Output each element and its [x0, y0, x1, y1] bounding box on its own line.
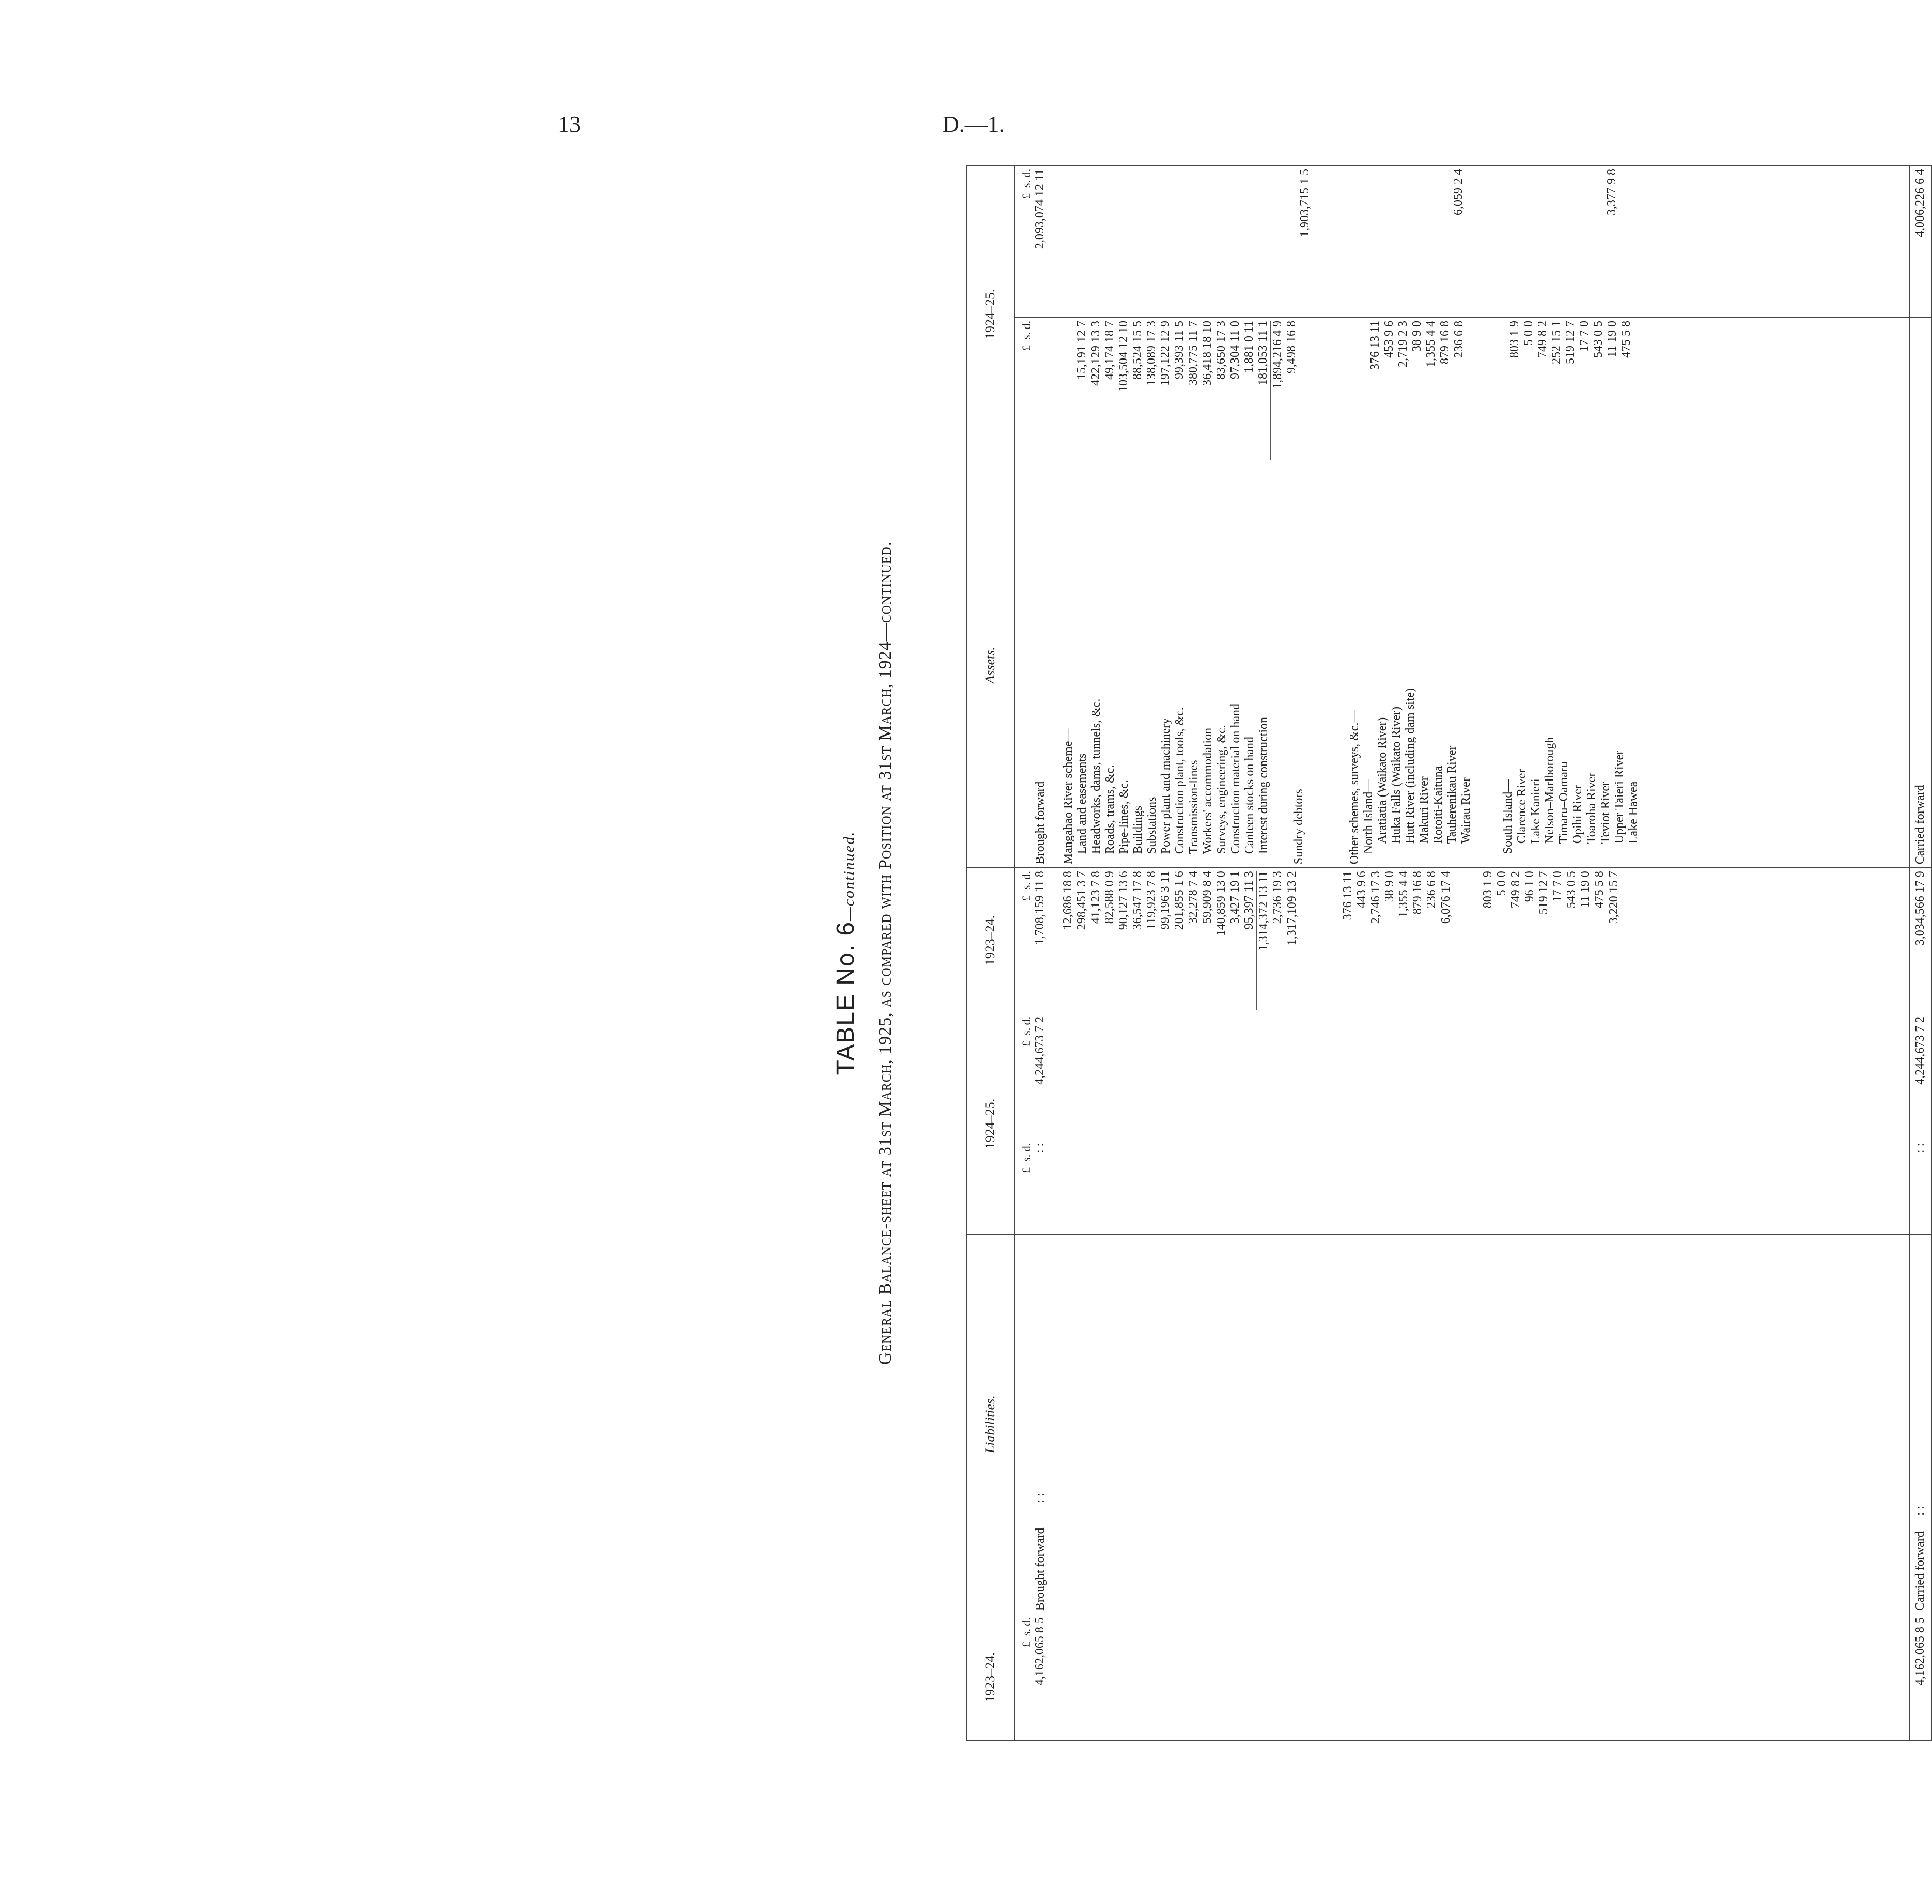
- liab-cf-label: Carried forward : :: [1909, 1235, 1931, 1614]
- liab-1925-sub-units: £ s. d.: [1020, 1143, 1033, 1173]
- south-island-heading: South Island—: [1501, 779, 1515, 854]
- mangahao-item-label: Headworks, dams, tunnels, &c.: [1089, 698, 1103, 854]
- north-item-1925: 453 9 6: [1382, 320, 1396, 358]
- mangahao-item-1924: 95,397 11 3: [1242, 871, 1256, 930]
- north-item-label: Rotoiti-Kaituna: [1431, 766, 1445, 844]
- asset-cf-1925: 4,006,226 6 4: [1909, 166, 1931, 318]
- south-item-label: Opihi River: [1571, 785, 1585, 844]
- liab-1924-units: £ s. d.: [1020, 1617, 1033, 1648]
- liab-col-1923: 1923–24.: [967, 1614, 1015, 1741]
- north-island-heading: North Island—: [1362, 779, 1376, 854]
- mangahao-item-1924: 41,123 7 8: [1089, 871, 1103, 924]
- north-item-label: Makuri River: [1417, 776, 1431, 844]
- mangahao-heading: Mangahao River scheme—: [1062, 728, 1076, 865]
- south-item-1925: 17 7 0: [1578, 320, 1592, 352]
- asset-col-desc: Assets.: [967, 463, 1015, 868]
- table-subtitle: General Balance-sheet at 31st March, 1925, as compared with Position at 31st March, 1924—continued.: [876, 541, 895, 1365]
- mangahao-item-1924: 3,427 19 1: [1228, 871, 1242, 924]
- south-item-1924: 519 12 7: [1537, 871, 1551, 915]
- mangahao-item-label: Construction plant, tools, &c.: [1173, 707, 1187, 854]
- south-item-label: Lake Kanieri: [1529, 778, 1543, 844]
- liab-col-1925: 1924–25.: [967, 1013, 1015, 1235]
- asset-col-1923: 1923–24.: [967, 868, 1015, 1013]
- mangahao-item-label: Canteen stocks on hand: [1243, 736, 1257, 854]
- mangahao-item-1924: 201,855 1 6: [1173, 871, 1187, 930]
- north-item-1925: 236 6 8: [1452, 320, 1466, 358]
- subtotal-1924: 1,317,109 13 2: [1285, 871, 1299, 1010]
- header-row: [967, 166, 1015, 1741]
- document-reference: D.—1.: [943, 112, 1005, 137]
- north-item-1924: 2,746 17 3: [1369, 871, 1383, 924]
- north-item-1925: 38 9 0: [1410, 320, 1424, 352]
- mangahao-item-1924: 90,127 13 6: [1117, 871, 1131, 930]
- mangahao-item-label: Land and easements: [1076, 753, 1089, 854]
- asset-cf-1924: 3,034,566 17 9: [1909, 868, 1931, 1013]
- mangahao-item-1925: 88,524 15 5: [1131, 320, 1145, 380]
- balance-sheet-table: [832, 165, 1932, 1741]
- south-1924-list: [1481, 871, 1607, 1010]
- liab-1925-sub-dots: : :: [1033, 1143, 1047, 1153]
- south-item-1925: 543 0 5: [1592, 320, 1606, 358]
- north-item-label: Wairau River: [1459, 777, 1473, 844]
- sundry-debtors-label: Sundry debtors: [1292, 789, 1306, 865]
- south-item-1925: 252 15 1: [1550, 320, 1564, 364]
- mangahao-label-list: [1076, 466, 1271, 865]
- mangahao-item-label: Surveys, engineering, &c.: [1215, 725, 1229, 854]
- mangahao-item-label: Workers' accommodation: [1201, 727, 1215, 854]
- south-item-1924: 749 8 2: [1509, 871, 1523, 909]
- north-item-label: Tauherenikau River: [1445, 745, 1459, 844]
- sundry-debtors-1924: 2,736 19 3: [1271, 871, 1285, 924]
- asset-desc-cell: [1015, 463, 1910, 868]
- mangahao-item-label: Substations: [1145, 797, 1159, 854]
- north-label-list: [1376, 466, 1473, 865]
- mangahao-item-1924: 12,686 18 8: [1061, 871, 1075, 930]
- ledger-table: [966, 165, 1932, 1741]
- north-item-1924: 38 9 0: [1383, 871, 1397, 902]
- south-item-1924: 5 0 0: [1495, 871, 1509, 896]
- liab-cf-sub: : :: [1909, 1140, 1931, 1235]
- sundry-debtors-1925: 9,498 16 8: [1285, 320, 1299, 373]
- south-item-label: Lake Hawea: [1627, 781, 1641, 844]
- liab-bf-label: Brought forward : :: [1034, 1493, 1048, 1611]
- mangahao-item-1925: 1,881 0 11: [1242, 320, 1256, 373]
- north-total-1925: 6,059 2 4: [1452, 169, 1466, 215]
- liab-1925-cell: [1015, 1013, 1910, 1140]
- table-title: TABLE No. 6—continued.: [832, 831, 860, 1075]
- south-item-1924: 17 7 0: [1551, 871, 1565, 902]
- north-item-1925: 2,719 2 3: [1396, 320, 1410, 367]
- liab-bf-1924: 4,162,065 8 5: [1033, 1617, 1047, 1686]
- liab-cf-1925: 4,244,673 7 2: [1909, 1013, 1931, 1140]
- mangahao-item-1925: 103,504 12 10: [1117, 320, 1131, 392]
- mangahao-total-1924: 1,314,372 13 11: [1256, 871, 1271, 1010]
- asset-1925-sub-cell: [1015, 317, 1910, 463]
- asset-1924-units: £ s. d.: [1020, 871, 1033, 901]
- mangahao-item-1925: 380,775 11 7: [1187, 320, 1201, 386]
- mangahao-item-1925: 181,053 11 1: [1256, 320, 1270, 386]
- liab-col-desc: Liabilities.: [967, 1235, 1015, 1614]
- mangahao-item-1925: 49,174 18 7: [1103, 320, 1117, 380]
- mangahao-item-label: Transmission-lines: [1187, 760, 1201, 854]
- asset-cf-sub: [1909, 317, 1931, 463]
- mangahao-item-1925: 138,089 17 3: [1145, 320, 1159, 386]
- south-total-1925: 3,377 9 8: [1605, 169, 1619, 215]
- south-item-1925: 11 19 0: [1606, 320, 1619, 358]
- north-item-1925: 879 16 8: [1438, 320, 1452, 364]
- liab-1925-units: £ s. d.: [1020, 1016, 1033, 1047]
- north-item-1924: 879 16 8: [1411, 871, 1425, 915]
- body-row: [1015, 166, 1910, 1741]
- mangahao-item-label: Interest during construction: [1257, 716, 1271, 854]
- south-item-1925: 5 0 0: [1522, 320, 1536, 346]
- south-item-1924: 475 5 8: [1593, 871, 1607, 909]
- asset-bf-1925: 2,093,074 12 11: [1033, 169, 1047, 249]
- south-item-label: Clarence River: [1515, 769, 1529, 844]
- asset-1925-sub-units: £ s. d.: [1020, 320, 1033, 351]
- south-1925-list: [1508, 321, 1633, 460]
- south-label-list: [1515, 466, 1641, 865]
- mangahao-1924-list: [1061, 871, 1256, 1010]
- mangahao-item-1925: 83,650 17 3: [1214, 320, 1228, 380]
- mangahao-1925-list: [1075, 321, 1270, 460]
- asset-cf-label: Carried forward: [1909, 463, 1931, 868]
- south-item-label: Upper Taieri River: [1613, 750, 1627, 844]
- mangahao-item-label: Roads, trams, &c.: [1103, 764, 1117, 854]
- north-item-1925: 1,355 4 4: [1424, 320, 1438, 367]
- mangahao-item-label: Construction material on hand: [1229, 703, 1243, 854]
- mangahao-item-1925: 15,191 12 7: [1075, 320, 1089, 380]
- south-item-1925: 519 12 7: [1564, 320, 1578, 364]
- north-item-1925: 376 13 11: [1368, 320, 1382, 370]
- asset-col-1925: 1924–25.: [967, 166, 1015, 463]
- south-item-1924: 543 0 5: [1565, 871, 1579, 909]
- page-number: 13: [558, 112, 581, 137]
- north-item-1924: 1,355 4 4: [1397, 871, 1411, 918]
- south-item-label: Teviot River: [1599, 781, 1613, 844]
- mangahao-item-1924: 298,451 3 7: [1075, 871, 1089, 930]
- mangahao-item-label: Power plant and machinery: [1159, 717, 1173, 854]
- mangahao-item-1925: 197,122 12 9: [1159, 320, 1173, 386]
- mangahao-item-1924: 99,196 3 11: [1159, 871, 1173, 930]
- asset-1925-cell: [1015, 166, 1910, 318]
- mangahao-item-1925: 422,129 13 3: [1089, 320, 1103, 386]
- mangahao-item-1924: 140,859 13 0: [1214, 871, 1228, 937]
- north-item-1924: 376 13 11: [1341, 871, 1355, 920]
- mangahao-item-1924: 32,278 7 4: [1187, 871, 1201, 924]
- carried-forward-row: [1909, 166, 1931, 1741]
- north-item-1924: 236 6 8: [1425, 871, 1439, 909]
- north-item-1924: 443 9 6: [1355, 871, 1369, 909]
- other-schemes-heading: Other schemes, surveys, &c.—: [1348, 710, 1362, 865]
- mangahao-item-1924: 36,547 17 8: [1131, 871, 1145, 930]
- south-item-1924: 96 1 0: [1523, 871, 1537, 902]
- asset-1925-units: £ s. d.: [1020, 169, 1033, 199]
- south-item-1924: 11 19 0: [1579, 871, 1593, 908]
- mangahao-item-label: Pipe-lines, &c.: [1117, 779, 1131, 854]
- north-item-label: Huka Falls (Waikato River): [1390, 706, 1404, 844]
- south-item-1924: 803 1 9: [1481, 871, 1495, 909]
- liab-1925-sub-cell: [1015, 1140, 1910, 1235]
- north-item-label: Hutt River (including dam site): [1404, 688, 1417, 844]
- south-item-label: Timaru–Oamaru: [1557, 761, 1571, 844]
- mangahao-item-1924: 82,588 0 9: [1103, 871, 1117, 924]
- south-total-1924: 3,220 15 7: [1607, 871, 1621, 1010]
- north-total-1924: 6,076 17 4: [1439, 871, 1453, 1010]
- subtotal-1925: 1,903,715 1 5: [1298, 169, 1312, 237]
- north-1924-list: [1341, 871, 1439, 1010]
- liab-desc-cell: [1015, 1235, 1910, 1614]
- mangahao-item-1925: 97,304 11 0: [1228, 320, 1242, 380]
- south-item-1925: 803 1 9: [1508, 320, 1522, 358]
- mangahao-total-1925: 1,894,216 4 9: [1270, 321, 1285, 460]
- south-item-label: Nelson–Marlborough: [1543, 737, 1557, 844]
- liab-cf-1924: 4,162,065 8 5: [1909, 1614, 1931, 1741]
- liab-bf-1925: 4,244,673 7 2: [1033, 1016, 1047, 1085]
- mangahao-item-1924: 59,909 8 4: [1201, 871, 1214, 924]
- mangahao-item-1925: 99,393 11 5: [1173, 320, 1187, 380]
- south-item-label: Toaroha River: [1585, 772, 1599, 844]
- mangahao-item-label: Buildings: [1131, 805, 1145, 854]
- south-item-1925: 475 5 8: [1619, 320, 1633, 358]
- liab-1924-cell: [1015, 1614, 1910, 1741]
- mangahao-item-1925: 36,418 18 10: [1201, 320, 1214, 386]
- north-item-label: Aratiatia (Waikato River): [1376, 717, 1390, 844]
- asset-bf-label: Brought forward: [1034, 781, 1048, 865]
- asset-bf-1924: 1,708,159 11 8: [1033, 871, 1047, 945]
- asset-1924-cell: [1015, 868, 1910, 1013]
- north-1925-list: [1368, 321, 1466, 460]
- mangahao-item-1924: 119,923 7 8: [1145, 871, 1159, 930]
- south-item-1925: 749 8 2: [1536, 320, 1550, 358]
